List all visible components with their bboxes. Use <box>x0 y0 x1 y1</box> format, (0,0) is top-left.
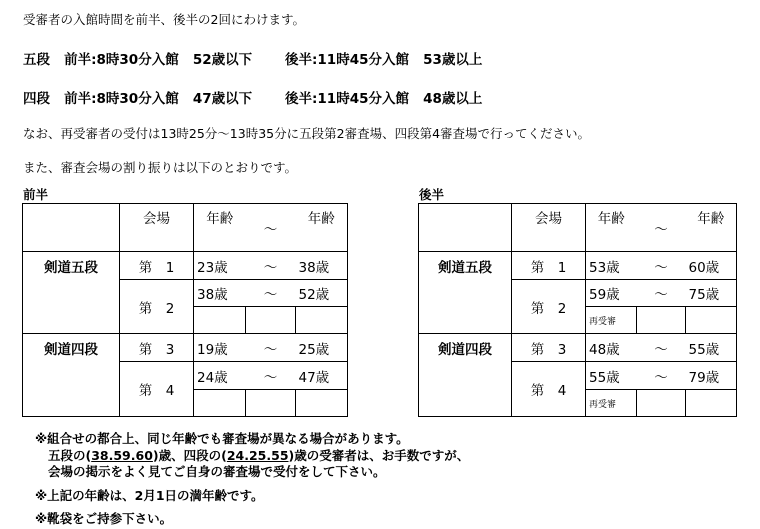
age-header: 年齢 <box>686 204 737 252</box>
note-ages-b: )歳、四段の( <box>152 448 227 463</box>
tilde: ～ <box>246 252 296 280</box>
venue-name: 第 3 <box>120 334 194 362</box>
venue-name: 第 4 <box>512 362 586 417</box>
reexam-cell: 再受審 <box>586 390 637 417</box>
godan-first-age: 52歳以下 <box>192 52 253 68</box>
dan-label: 剣道五段 <box>419 252 512 334</box>
age-from: 23歳 <box>194 252 246 280</box>
note-ages-a: 五段の( <box>48 448 92 463</box>
intro-text: 受審者の入館時間を前半、後半の2回にわけます。 <box>23 12 305 27</box>
venue-name: 第 2 <box>512 280 586 334</box>
age-from: 59歳 <box>586 280 637 307</box>
venue-name: 第 1 <box>512 252 586 280</box>
godan-first-label: 前半:8時30分入館 <box>64 52 179 68</box>
empty-cell <box>686 307 737 334</box>
age-to: 55歳 <box>686 334 737 362</box>
empty-cell <box>246 307 296 334</box>
note-board: 会場の掲示をよく見てご自身の審査場で受付をして下さい。 <box>48 464 386 479</box>
yondan-first-age: 47歳以下 <box>192 91 253 107</box>
age-from: 24歳 <box>194 362 246 390</box>
godan-rank: 五段 <box>23 52 50 68</box>
note-combination: ※組合せの都合上、同じ年齢でも審査場が異なる場合があります。 <box>35 431 409 446</box>
yondan-second-age: 48歳以上 <box>423 91 483 107</box>
tilde: ～ <box>637 334 686 362</box>
godan-schedule <box>23 48 482 68</box>
dan-label: 剣道四段 <box>23 334 120 417</box>
age-from: 53歳 <box>586 252 637 280</box>
venue-name: 第 4 <box>120 362 194 417</box>
dan-label: 剣道四段 <box>419 334 512 417</box>
age-to: 38歳 <box>296 252 348 280</box>
yondan-rank: 四段 <box>23 91 50 107</box>
empty-cell <box>637 307 686 334</box>
tilde: ～ <box>637 362 686 390</box>
empty-cell <box>686 390 737 417</box>
age-to: 52歳 <box>296 280 348 307</box>
age-to: 47歳 <box>296 362 348 390</box>
tilde-header: ～ <box>637 204 686 252</box>
age-to: 60歳 <box>686 252 737 280</box>
first-half-table <box>22 203 348 417</box>
corner-cell <box>419 204 512 252</box>
extra-cell <box>194 390 246 417</box>
note-shoe-bag: ※靴袋をご持参下さい。 <box>35 511 173 526</box>
dan-label: 剣道五段 <box>23 252 120 334</box>
yondan-second-label: 後半:11時45分入館 <box>285 91 409 107</box>
yondan-first-label: 前半:8時30分入館 <box>64 91 179 107</box>
tilde: ～ <box>637 252 686 280</box>
empty-cell <box>637 390 686 417</box>
empty-cell <box>296 390 348 417</box>
venue-name: 第 2 <box>120 280 194 334</box>
note-ages-c: )歳の受審者は、お手数ですが、 <box>288 448 470 463</box>
venue-name: 第 3 <box>512 334 586 362</box>
tilde: ～ <box>246 280 296 307</box>
note-ages-godan: 38.59.60 <box>91 448 153 463</box>
second-half-table <box>418 203 737 417</box>
age-to: 75歳 <box>686 280 737 307</box>
reexam-note: なお、再受審者の受付は13時25分～13時35分に五段第2審査場、四段第4審査場で行ってください。 <box>23 126 591 141</box>
venue-header: 会場 <box>120 204 194 252</box>
age-to: 79歳 <box>686 362 737 390</box>
empty-cell <box>246 390 296 417</box>
age-header: 年齢 <box>296 204 348 252</box>
assign-note: また、審査会場の割り振りは以下のとおりです。 <box>23 160 298 175</box>
tilde: ～ <box>637 280 686 307</box>
age-from: 48歳 <box>586 334 637 362</box>
age-header: 年齢 <box>586 204 637 252</box>
age-from: 19歳 <box>194 334 246 362</box>
tilde: ～ <box>246 362 296 390</box>
extra-cell <box>194 307 246 334</box>
venue-name: 第 1 <box>120 252 194 280</box>
yondan-schedule <box>23 87 482 107</box>
venue-header: 会場 <box>512 204 586 252</box>
godan-second-label: 後半:11時45分入館 <box>285 52 409 68</box>
empty-cell <box>296 307 348 334</box>
age-from: 38歳 <box>194 280 246 307</box>
tilde-header: ～ <box>246 204 296 252</box>
reexam-cell: 再受審 <box>586 307 637 334</box>
tilde: ～ <box>246 334 296 362</box>
age-from: 55歳 <box>586 362 637 390</box>
note-age-basis: ※上記の年齢は、2月1日の満年齢です。 <box>35 488 264 503</box>
corner-cell <box>23 204 120 252</box>
godan-second-age: 53歳以上 <box>423 52 483 68</box>
age-header: 年齢 <box>194 204 246 252</box>
note-ages-yondan: 24.25.55 <box>226 448 289 463</box>
age-to: 25歳 <box>296 334 348 362</box>
second-half-label: 後半 <box>419 187 445 202</box>
first-half-label: 前半 <box>23 187 49 202</box>
